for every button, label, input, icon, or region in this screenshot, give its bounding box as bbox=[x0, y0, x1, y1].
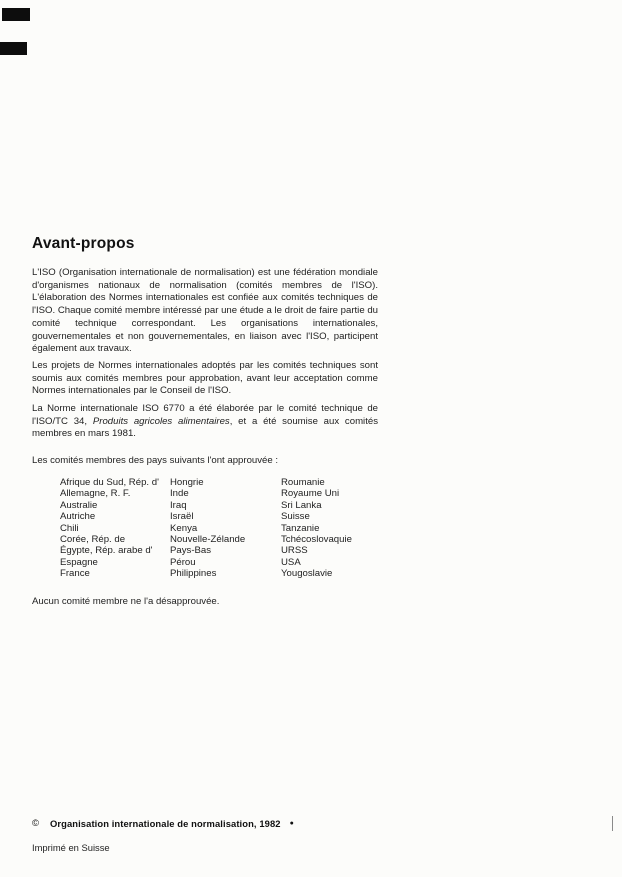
country-item: France bbox=[60, 568, 90, 580]
country-item: USA bbox=[281, 556, 301, 568]
disapproved-note: Aucun comité membre ne l'a désapprouvée. bbox=[32, 596, 220, 607]
scan-artifact-top-bar bbox=[2, 8, 30, 21]
country-item: Sri Lanka bbox=[281, 499, 322, 511]
paragraph-standard-origin bbox=[32, 403, 378, 441]
country-item: Inde bbox=[170, 488, 189, 500]
country-item: Roumanie bbox=[281, 477, 325, 488]
page-title: Avant-propos bbox=[32, 235, 135, 252]
copyright-text: Organisation internationale de normalisation, 1982 bbox=[50, 818, 281, 829]
country-item: Pays-Bas bbox=[170, 545, 212, 557]
printed-in-note: Imprimé en Suisse bbox=[32, 842, 110, 853]
country-item: Yougoslavie bbox=[281, 568, 333, 580]
scan-mark-right-edge bbox=[612, 816, 613, 831]
country-item: Suisse bbox=[281, 511, 310, 523]
country-item: Afrique du Sud, Rép. d' bbox=[60, 477, 159, 488]
country-column-1 bbox=[60, 477, 170, 580]
country-item: Espagne bbox=[60, 556, 98, 568]
country-item: Égypte, Rép. arabe d' bbox=[60, 545, 153, 557]
country-item: Corée, Rép. de bbox=[60, 533, 126, 545]
copyright-icon: © bbox=[32, 818, 39, 829]
country-item: Royaume Uni bbox=[281, 488, 340, 500]
country-item: Iraq bbox=[170, 499, 187, 511]
country-item: URSS bbox=[281, 545, 308, 557]
country-item: Autriche bbox=[60, 511, 96, 523]
country-column-3 bbox=[281, 477, 401, 580]
copyright-line bbox=[32, 818, 294, 829]
paragraph-draft-process: Les projets de Normes internationales adoptés par les comités techniques sont soumis aux comités membres pour approbation, avant leur acceptation comme Normes internationales par le Conseil de l'ISO. bbox=[32, 360, 378, 397]
standard-origin-prefix: La Norme internationale ISO 6770 a été élaborée par le comité technique de l'ISO/TC 34, bbox=[32, 403, 378, 427]
country-item: Philippines bbox=[170, 568, 217, 580]
country-item: Kenya bbox=[170, 522, 198, 534]
country-item: Allemagne, R. F. bbox=[60, 488, 131, 500]
footer-bullet-icon: ● bbox=[289, 820, 294, 827]
approved-countries-list bbox=[60, 477, 401, 580]
country-item: Tanzanie bbox=[281, 522, 320, 534]
country-item: Australie bbox=[60, 499, 98, 511]
paragraph-iso-intro: L'ISO (Organisation internationale de normalisation) est une fédération mondiale d'organismes nationaux de normalisation (comités membres de l'ISO). L'élaboration des Normes internationales est confiée aux comités techniques de l'ISO. Chaque comité membre intéressé par une étude a le droit de faire partie du comité technique correspondant. Les organisations internationales, gouvernementales et non gouvernementales, en liaison avec l'ISO, participent également aux travaux. bbox=[32, 267, 378, 355]
country-item: Nouvelle-Zélande bbox=[170, 533, 246, 545]
scan-artifact-second-bar bbox=[0, 42, 27, 55]
country-item: Chili bbox=[60, 522, 79, 534]
country-column-2 bbox=[170, 477, 281, 580]
country-item: Pérou bbox=[170, 556, 196, 568]
approved-countries-intro: Les comités membres des pays suivants l'ont approuvée : bbox=[32, 455, 279, 466]
country-item: Israël bbox=[170, 511, 194, 523]
country-item: Hongrie bbox=[170, 477, 204, 488]
standard-origin-suffix: , et a été soumise aux comités membres en mars 1981. bbox=[32, 415, 378, 440]
standard-subject-italic: Produits agricoles alimentaires bbox=[92, 415, 230, 427]
country-item: Tchécoslovaquie bbox=[281, 533, 352, 545]
